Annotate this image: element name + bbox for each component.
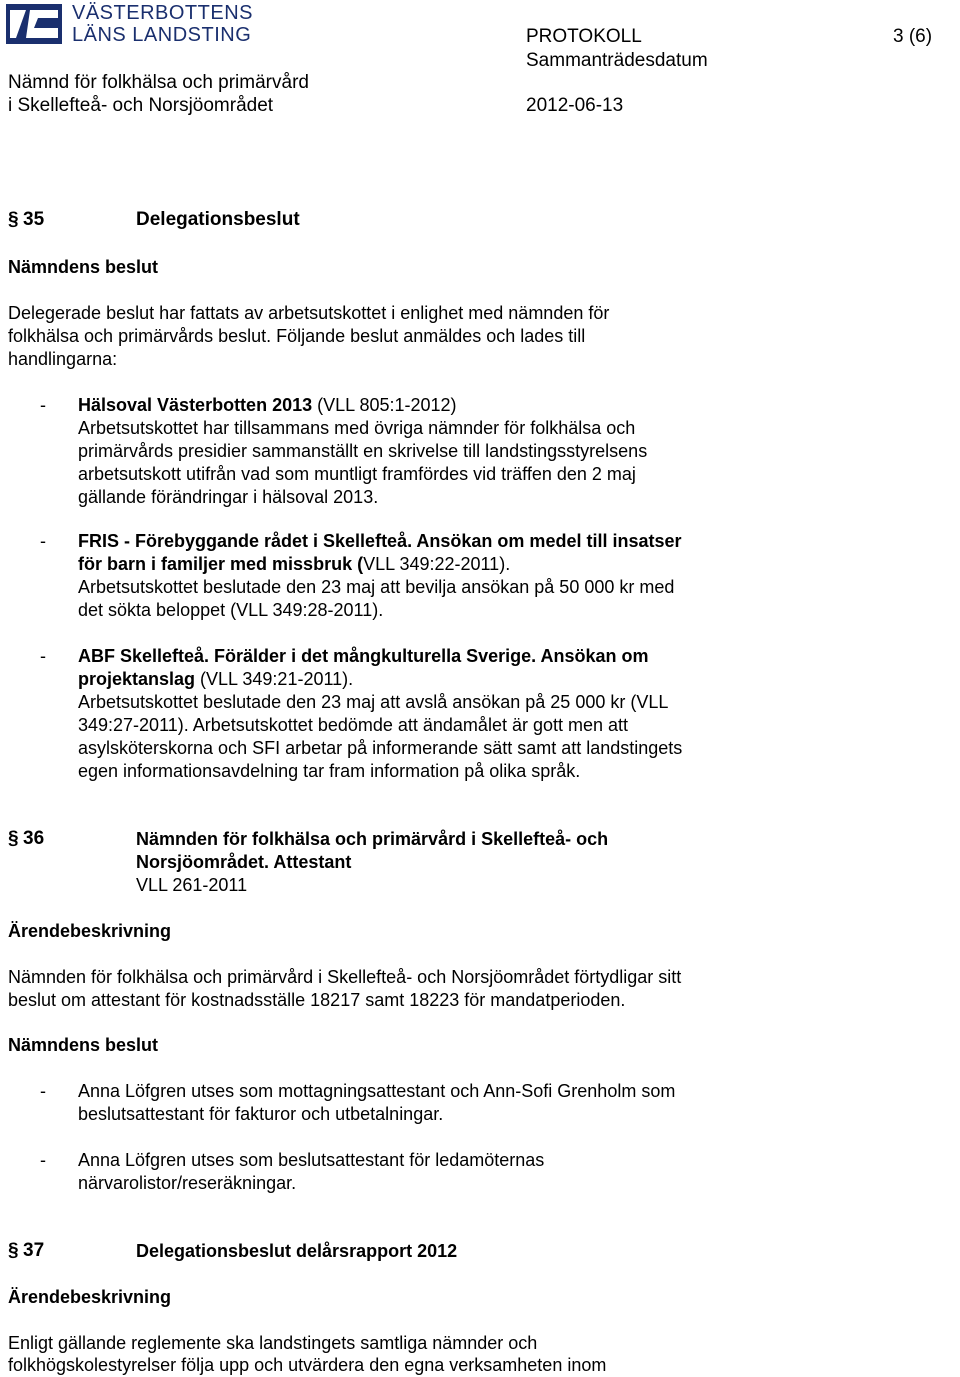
org-name-line2: LÄNS LANDSTING	[72, 24, 252, 46]
paragraph-line: Enligt gällande reglemente ska landstingets samtliga nämnder och	[8, 1333, 538, 1353]
list-item-title: FRIS - Förebyggande rådet i Skellefteå. Ansökan om medel till insatser	[78, 531, 682, 551]
section-title: Delegationsbeslut delårsrapport 2012	[136, 1241, 458, 1261]
item-title-ref: (VLL 349:21-2011).	[195, 669, 354, 689]
item-title-bold: projektanslag	[78, 669, 196, 689]
item-title-ref: VLL 349:22-2011).	[363, 554, 511, 574]
paragraph-line: det sökta beloppet (VLL 349:28-2011).	[78, 600, 384, 620]
list-item-title-cont	[78, 553, 510, 576]
paragraph-line: Anna Löfgren utses som mottagningsattestant och Ann-Sofi Grenholm som	[78, 1081, 676, 1101]
item-title-ref: (VLL 805:1-2012)	[312, 395, 457, 415]
paragraph-line: folkhögskolestyrelser följa upp och utvärdera den egna verksamheten inom	[8, 1355, 607, 1375]
paragraph-line: Nämnden för folkhälsa och primärvård i Skellefteå- och Norsjöområdet förtydligar sitt	[8, 967, 682, 987]
paragraph-line: Arbetsutskottet beslutade den 23 maj att avslå ansökan på 25 000 kr (VLL	[78, 692, 669, 712]
paragraph-line: folkhälsa och primärvårds beslut. Följande beslut anmäldes och lades till	[8, 326, 586, 346]
section-heading: Nämndens beslut	[8, 257, 159, 277]
doc-type: PROTOKOLL	[526, 26, 642, 47]
date-label: Sammanträdesdatum	[526, 50, 708, 71]
committee-line2: i Skellefteå- och Norsjöområdet	[8, 95, 274, 116]
section-title: Delegationsbeslut	[136, 209, 300, 230]
paragraph-line: asylsköterskorna och SFI arbetar på informerande sätt samt att landstingets	[78, 738, 683, 758]
section-number: 37	[23, 1240, 45, 1261]
section-title-cont: Norsjöområdet. Attestant	[136, 852, 352, 872]
list-dash: -	[40, 531, 46, 551]
paragraph-line: handlingarna:	[8, 349, 118, 369]
list-dash: -	[40, 646, 46, 666]
committee-line1: Nämnd för folkhälsa och primärvård	[8, 72, 309, 93]
paragraph-line: beslutsattestant för fakturor och utbetalningar.	[78, 1104, 444, 1124]
meeting-date: 2012-06-13	[526, 95, 624, 116]
list-item-title-cont	[78, 668, 353, 691]
paragraph-line: Arbetsutskottet har tillsammans med övriga nämnder för folkhälsa och	[78, 418, 636, 438]
list-dash: -	[40, 1150, 46, 1170]
list-item-title	[78, 394, 457, 417]
paragraph-line: beslut om attestant för kostnadsställe 18217 samt 18223 för mandatperioden.	[8, 990, 626, 1010]
paragraph-line: Anna Löfgren utses som beslutsattestant för ledamöternas	[78, 1150, 545, 1170]
landsting-logo	[6, 4, 62, 44]
paragraph-line: egen informationsavdelning tar fram information på olika språk.	[78, 761, 581, 781]
paragraph-line: primärvårds presidier sammanställt en skrivelse till landstingsstyrelsens	[78, 441, 648, 461]
list-dash: -	[40, 395, 46, 415]
section-symbol: §	[8, 209, 19, 230]
section-number: 36	[23, 828, 45, 849]
section-number: 35	[23, 209, 45, 230]
section-title: Nämnden för folkhälsa och primärvård i Skellefteå- och	[136, 829, 609, 849]
list-dash: -	[40, 1081, 46, 1101]
item-title-bold: för barn i familjer med missbruk (	[78, 554, 364, 574]
section-symbol: §	[8, 1240, 19, 1261]
page-number: 3 (6)	[893, 26, 933, 47]
section-heading: Nämndens beslut	[8, 1035, 159, 1055]
paragraph-line: Delegerade beslut har fattats av arbetsutskottet i enlighet med nämnden för	[8, 303, 610, 323]
section-heading: Ärendebeskrivning	[8, 921, 172, 941]
paragraph-line: 349:27-2011). Arbetsutskottet bedömde att ändamålet är gott men att	[78, 715, 629, 735]
item-title-bold: Hälsoval Västerbotten 2013	[78, 395, 313, 415]
org-name-line1: VÄSTERBOTTENS	[72, 2, 253, 24]
section-heading: Ärendebeskrivning	[8, 1287, 172, 1307]
paragraph-line: Arbetsutskottet beslutade den 23 maj att bevilja ansökan på 50 000 kr med	[78, 577, 675, 597]
section-symbol: §	[8, 828, 19, 849]
paragraph-line: arbetsutskott utifrån vad som muntligt framfördes vid träffen den 2 maj	[78, 464, 636, 484]
paragraph-line: gällande förändringar i hälsoval 2013.	[78, 487, 379, 507]
paragraph-line: närvarolistor/reseräkningar.	[78, 1173, 297, 1193]
list-item-title: ABF Skellefteå. Förälder i det mångkulturella Sverige. Ansökan om	[78, 646, 649, 666]
section-ref: VLL 261-2011	[136, 875, 248, 895]
